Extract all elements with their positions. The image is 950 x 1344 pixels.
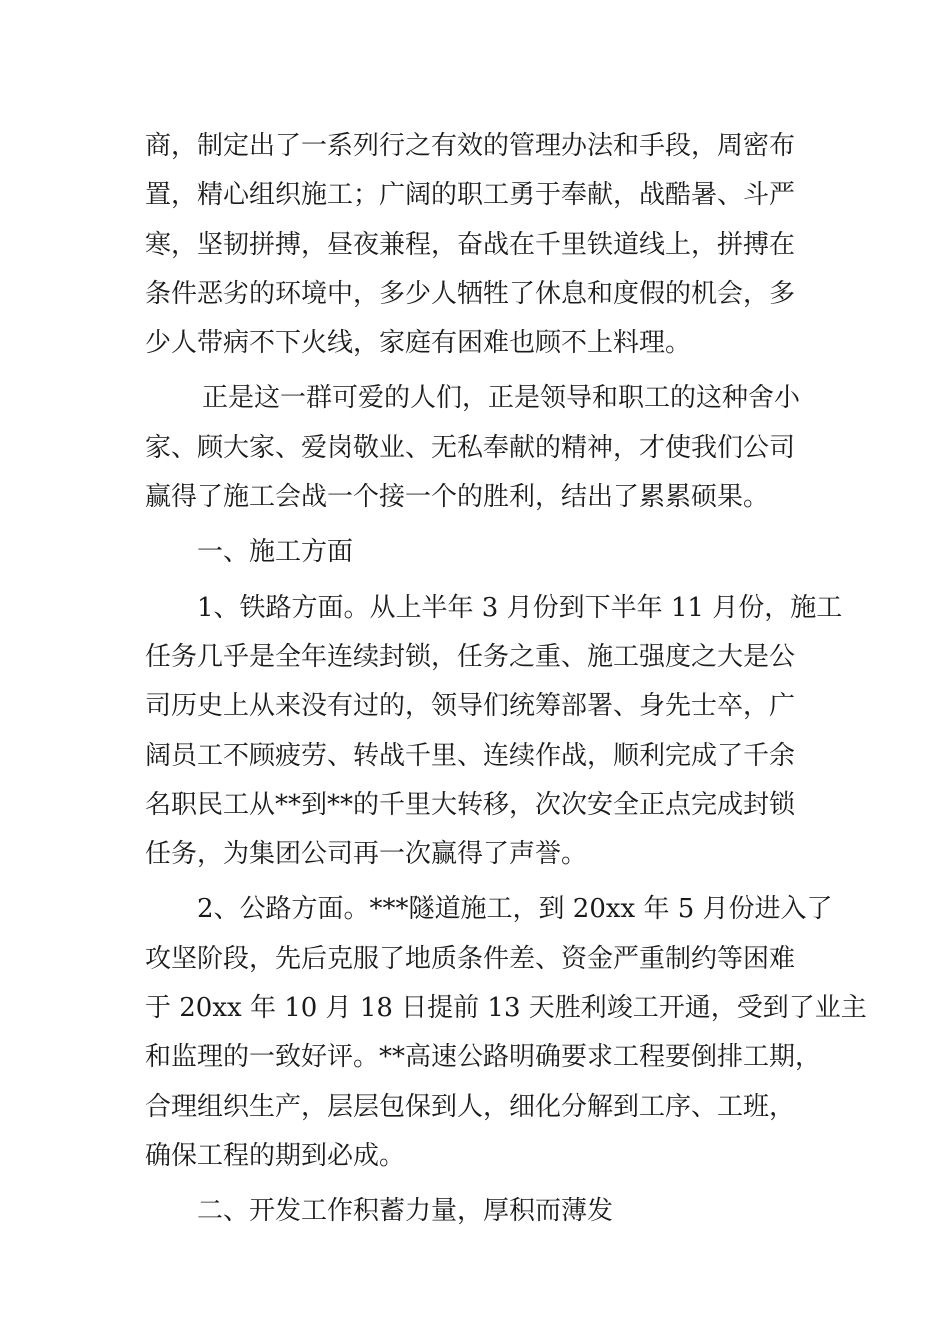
text-line: 于 20xx 年 10 月 18 日提前 13 天胜利竣工开通，受到了业主 <box>145 993 867 1024</box>
text-line: 商，制定出了一系列行之有效的管理办法和手段，周密布 <box>145 131 796 161</box>
text-line: 任务几乎是全年连续封锁，任务之重、施工强度之大是公 <box>145 641 796 672</box>
text-line: 司历史上从来没有过的，领导们统筹部署、身先士卒，广 <box>145 691 796 722</box>
text-line: 任务，为集团公司再一次赢得了声誉。 <box>145 839 588 870</box>
text-line: 赢得了施工会战一个接一个的胜利，结出了累累硕果。 <box>145 482 770 513</box>
paragraph <box>145 584 843 880</box>
text-line: 和监理的一致好评。**高速公路明确要求工程要倒排工期， <box>145 1042 822 1073</box>
paragraph <box>145 374 813 522</box>
text-line: 名职民工从**到**的千里大转移，次次安全正点完成封锁 <box>145 789 796 820</box>
text-line: 合理组织生产，层层包保到人，细化分解到工序、工班， <box>145 1091 796 1122</box>
heading-text: 二、开发工作积蓄力量，厚积而薄发 <box>197 1196 614 1227</box>
text-line: 少人带病不下火线，家庭有困难也顾不上料理。 <box>145 328 692 359</box>
section-heading <box>145 528 813 577</box>
paragraph <box>145 122 813 368</box>
paragraph <box>145 885 867 1181</box>
text-line: 家、顾大家、爱岗敬业、无私奉献的精神，才使我们公司 <box>145 432 796 463</box>
text-line: 2、公路方面。***隧道施工，到 20xx 年 5 月份进入了 <box>197 894 833 925</box>
text-line: 阔员工不顾疲劳、转战千里、连续作战，顺利完成了千余 <box>145 740 796 771</box>
text-line: 攻坚阶段，先后克服了地质条件差、资金严重制约等困难 <box>145 943 796 974</box>
text-line: 1、铁路方面。从上半年 3 月份到下半年 11 月份，施工 <box>197 592 843 623</box>
document-body <box>145 122 867 1237</box>
heading-text: 一、施工方面 <box>197 537 354 568</box>
section-heading <box>145 1187 813 1236</box>
text-line: 正是这一群可爱的人们，正是领导和职工的这种舍小 <box>202 383 801 414</box>
text-line: 寒，坚韧拼搏，昼夜兼程，奋战在千里铁道线上，拼搏在 <box>145 229 796 260</box>
text-line: 置，精心组织施工；广阔的职工勇于奉献，战酷暑、斗严 <box>145 180 796 211</box>
text-line: 确保工程的期到必成。 <box>145 1140 406 1171</box>
text-line: 条件恶劣的环境中，多少人牺牲了休息和度假的机会，多 <box>145 278 796 309</box>
